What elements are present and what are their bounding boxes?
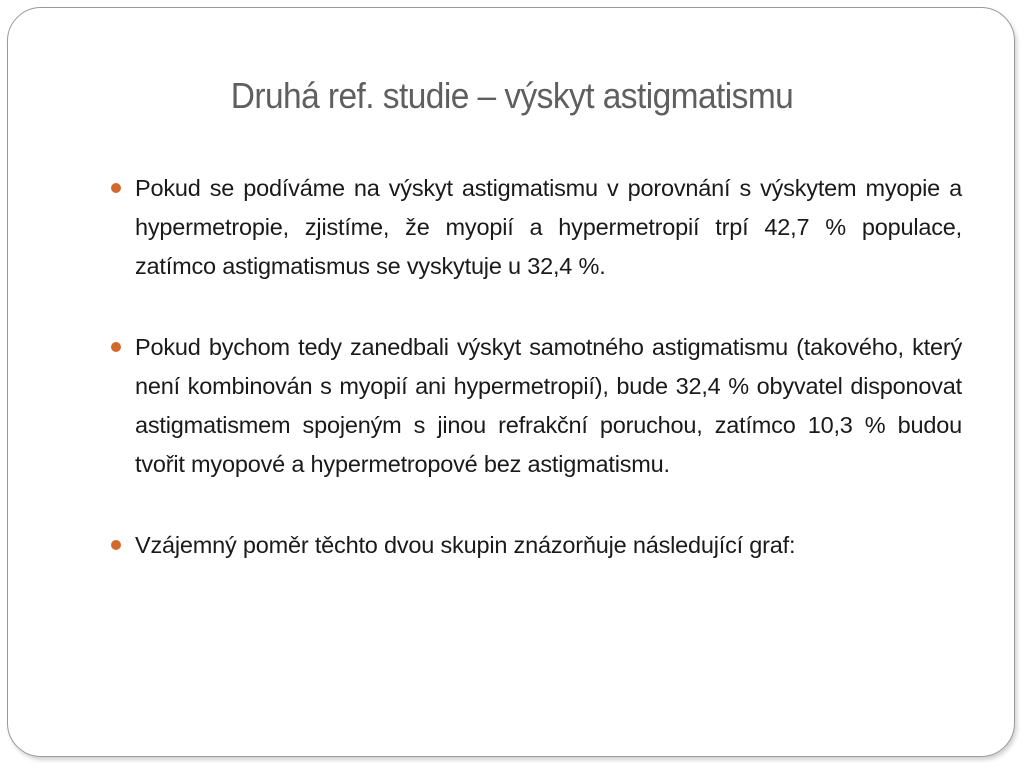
bullet-dot-icon xyxy=(111,540,121,550)
bullet-text: Vzájemný poměr těchto dvou skupin znázorňuje následující graf: xyxy=(135,532,796,558)
slide-title: Druhá ref. studie – výskyt astigmatismu xyxy=(230,75,794,116)
bullet-item xyxy=(102,526,962,565)
bullet-dot-icon xyxy=(111,183,121,193)
bullet-list xyxy=(102,169,962,607)
bullet-item xyxy=(102,328,962,484)
bullet-text: Pokud bychom tedy zanedbali výskyt samotného astigmatismu (takového, který není kombinován s myopií ani hypermetropií), bude 32,4 % obyvatel disponovat astigmatismem spojeným s jinou refrakční poruchou, zatímco 10,3 % budou tvořit myopové a hypermetropové bez astigmatismu. xyxy=(135,334,962,477)
bullet-text: Pokud se podíváme na výskyt astigmatismu v porovnání s výskytem myopie a hypermetropie, zjistíme, že myopií a hypermetropií trpí 42,7 % populace, zatímco astigmatismus se vyskytuje u 32,4 %. xyxy=(135,175,962,279)
bullet-dot-icon xyxy=(111,342,121,352)
bullet-item xyxy=(102,169,962,286)
